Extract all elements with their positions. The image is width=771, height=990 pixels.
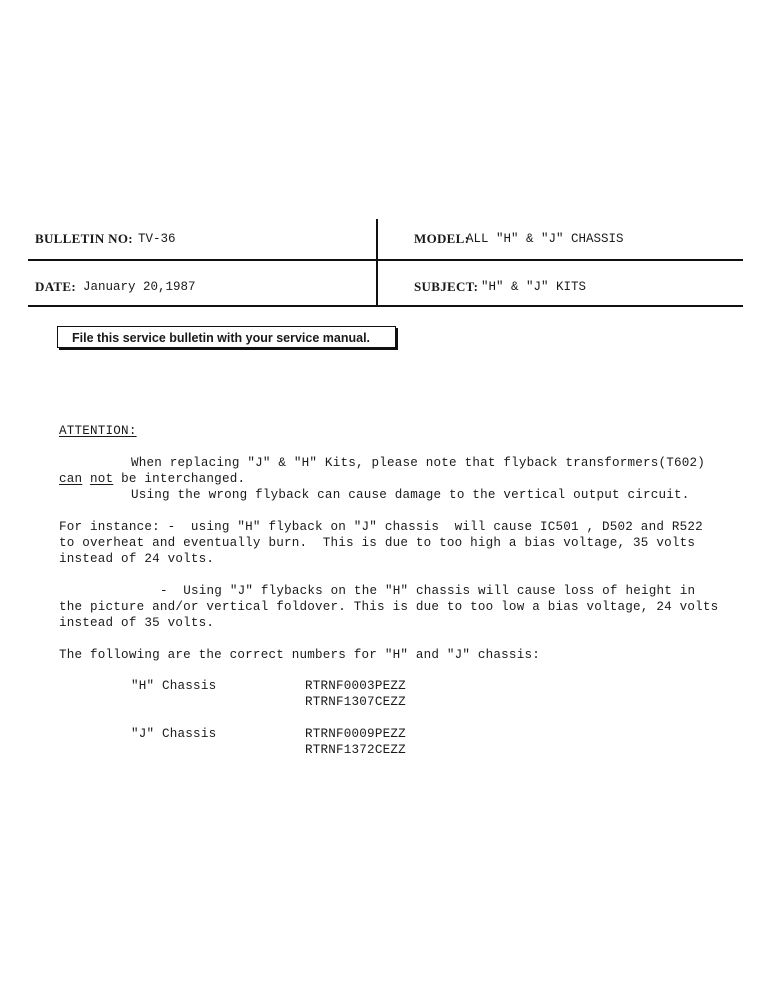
paragraph-1-line-2-rest: be interchanged.: [121, 472, 246, 486]
paragraph-3-line-1: - Using "J" flybacks on the "H" chassis will cause loss of height in: [160, 584, 696, 598]
header-middle-rule: [28, 259, 743, 261]
model-label: MODEL:: [414, 231, 470, 246]
can-underlined: can: [59, 472, 83, 486]
j-chassis-part-1: RTRNF0009PEZZ: [305, 727, 406, 741]
model-value: ALL "H" & "J" CHASSIS: [466, 232, 624, 246]
h-chassis-label: "H" Chassis: [131, 679, 217, 693]
date-label: DATE:: [35, 279, 76, 294]
header-vertical-divider: [376, 219, 378, 306]
subject-label: SUBJECT:: [414, 279, 479, 294]
h-chassis-part-2: RTRNF1307CEZZ: [305, 695, 406, 709]
date-value: January 20,1987: [83, 280, 196, 294]
paragraph-1-line-3: Using the wrong flyback can cause damage to the vertical output circuit.: [131, 488, 690, 502]
paragraph-2-line-3: instead of 24 volts.: [59, 552, 215, 566]
paragraph-2-line-2: to overheat and eventually burn. This is due to too high a bias voltage, 35 volts: [59, 536, 696, 550]
paragraph-3-line-3: instead of 35 volts.: [59, 616, 215, 630]
paragraph-3-line-2: the picture and/or vertical foldover. This is due to too low a bias voltage, 24 volts: [59, 600, 719, 614]
file-notice-box: File this service bulletin with your service manual.: [57, 326, 396, 348]
attention-heading: ATTENTION:: [59, 424, 137, 438]
subject-value: "H" & "J" KITS: [481, 280, 587, 294]
bulletin-value: TV-36: [138, 232, 176, 246]
paragraph-1-line-2: [59, 472, 245, 486]
paragraph-2-line-1: For instance: - using "H" flyback on "J" chassis will cause IC501 , D502 and R522: [59, 520, 703, 534]
header-bottom-rule: [28, 305, 743, 307]
bulletin-label: BULLETIN NO:: [35, 231, 133, 246]
j-chassis-part-2: RTRNF1372CEZZ: [305, 743, 406, 757]
j-chassis-label: "J" Chassis: [131, 727, 217, 741]
not-underlined: not: [90, 472, 114, 486]
paragraph-1-line-1: When replacing "J" & "H" Kits, please note that flyback transformers(T602): [131, 456, 706, 470]
h-chassis-part-1: RTRNF0003PEZZ: [305, 679, 406, 693]
paragraph-4: The following are the correct numbers for "H" and "J" chassis:: [59, 648, 540, 662]
